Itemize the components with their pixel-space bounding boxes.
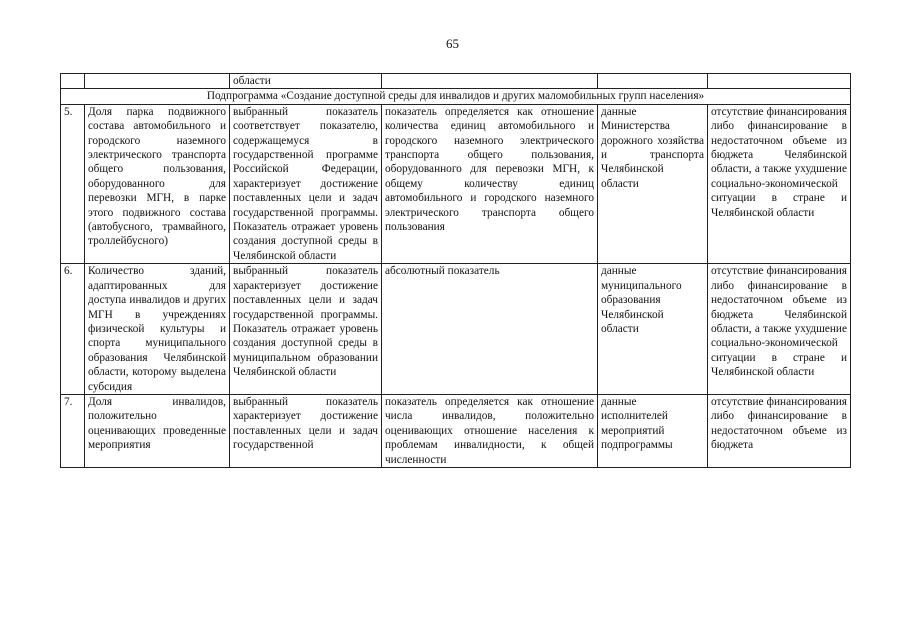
calculation-method: абсолютный показатель: [382, 264, 598, 395]
table-row: [61, 264, 851, 395]
risk-factors: отсутствие финансирования либо финансирование в недостаточном объеме из бюджета Челябинской области, а также ухудшение социально-экономической ситуации в стране и Челябинской области: [708, 264, 851, 395]
row-number: 5.: [61, 104, 85, 263]
indicator-name: Доля парка подвижного состава автомобильного и городского наземного электрического транспорта общего пользования, оборудованного для перевозки МГН, в парке этого подвижного состава (автобусного, трамвайного, троллейбусного): [85, 104, 230, 263]
indicator-justification: выбранный показатель характеризует достижение поставленных цели и задач государственной программы. Показатель отражает уровень создания доступной среды в муниципальном образовании Челябинской области: [230, 264, 382, 395]
page-number: 65: [446, 36, 459, 51]
table-row: [61, 394, 851, 467]
risk-factors: отсутствие финансирования либо финансирование в недостаточном объеме из бюджета: [708, 394, 851, 467]
table-row-continuation: [61, 74, 851, 89]
subprogram-row: [61, 89, 851, 104]
row-number: 7.: [61, 394, 85, 467]
indicator-name: Количество зданий, адаптированных для доступа инвалидов и других МГН в учреждениях физической культуры и спорта муниципального образования Челябинской области, которому выделена субсидия: [85, 264, 230, 395]
calculation-method: показатель определяется как отношение числа инвалидов, положительно оценивающих отношение населения к проблемам инвалидности, к общей численности: [382, 394, 598, 467]
risk-factors: отсутствие финансирования либо финансирование в недостаточном объеме из бюджета Челябинской области, а также ухудшение социально-экономической ситуации в стране и Челябинской области: [708, 104, 851, 263]
data-source: данные муниципального образования Челябинской области: [598, 264, 708, 395]
calculation-method: показатель определяется как отношение количества единиц автомобильного и городского наземного электрического транспорта общего пользования, оборудованного для перевозки МГН, к общему количеству единиц автомобильного и городского наземного электрического транспорта общего пользования: [382, 104, 598, 263]
data-source: данные исполнителей мероприятий подпрограммы: [598, 394, 708, 467]
subprogram-title: Подпрограмма «Создание доступной среды для инвалидов и других маломобильных групп населения»: [61, 89, 851, 104]
indicators-table: [60, 73, 851, 468]
row-number: 6.: [61, 264, 85, 395]
table-row: [61, 104, 851, 263]
indicator-justification: выбранный показатель характеризует достижение поставленных цели и задач государственной: [230, 394, 382, 467]
indicator-name: Доля инвалидов, положительно оценивающих проведенные мероприятия: [85, 394, 230, 467]
data-source: данные Министерства дорожного хозяйства и транспорта Челябинской области: [598, 104, 708, 263]
continuation-cell: области: [230, 74, 382, 89]
indicator-justification: выбранный показатель соответствует показателю, содержащемуся в государственной программе Российской Федерации, характеризует достижение поставленных цели и задач государственной программы. Показатель отражает уровень создания доступной среды в Челябинской области: [230, 104, 382, 263]
